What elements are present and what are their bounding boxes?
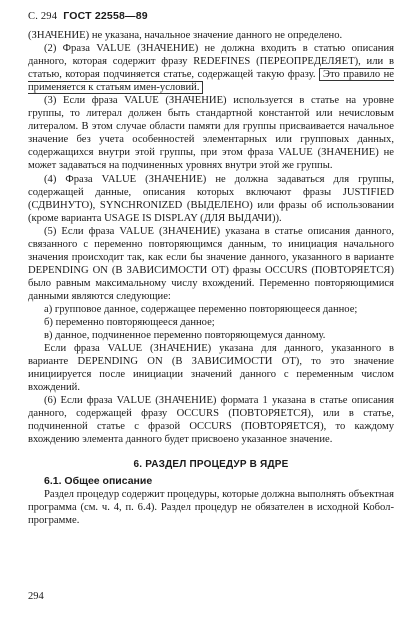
list-item-a: а) групповое данное, содержащее переменно повторяющееся данное; xyxy=(44,303,358,315)
rule-2-text: (2) Фраза VALUE (ЗНАЧЕНИЕ) не должна входить в статью описания данного, которая содержит фразу REDEFINES (ПЕРЕОПРЕДЕЛЯЕТ), или в статью, которая подчиняется статье, содержащей такую фразу. xyxy=(28,43,394,81)
page-header xyxy=(28,10,394,23)
paragraph-continuation: (ЗНАЧЕНИЕ) не указана, начальное значение данного не определено. xyxy=(28,30,343,41)
list-item-c: в) данное, подчиненное переменно повторяющемуся данному. xyxy=(44,330,326,342)
paragraph-rule-6: (6) Если фраза VALUE (ЗНАЧЕНИЕ) формата 1 указана в статье описания данного, содержащей фразу OCCURS (ПОВТОРЯЕТСЯ), или в статье, подчиненной статье с фразой OCCURS (ПОВТОРЯЕТСЯ), то каждому вхождению элемента данного будет присвоено указанное значение. xyxy=(28,395,394,446)
list-item-b: б) переменно повторяющееся данное; xyxy=(44,317,215,329)
standard-id: ГОСТ 22558—89 xyxy=(63,10,148,22)
page-number-prefix: С. 294 xyxy=(28,11,58,22)
body-text xyxy=(28,29,394,527)
paragraph-procedure-division: Раздел процедур содержит процедуры, которые должна выполнять объектная программа (см. ч. 4, п. 6.4). Раздел процедур не обязателен в исходной Кобол-программе. xyxy=(28,488,394,526)
section-title: 6. РАЗДЕЛ ПРОЦЕДУР В ЯДРЕ xyxy=(133,458,289,470)
document-page xyxy=(28,10,394,527)
paragraph-rule-4: (4) Фраза VALUE (ЗНАЧЕНИЕ) не должна задаваться для группы, содержащей данные, описания которых включают фразы JUSTIFIED (СДВИНУТО), SYNCHRONIZED (ВЫДЕЛЕНО) или фразы об использовании (кроме варианта USAGE IS DISPLAY (ДЛЯ ВЫДАЧИ)). xyxy=(28,173,394,224)
paragraph-rule-5: (5) Если фраза VALUE (ЗНАЧЕНИЕ) указана в статье описания данного, связанного с переменно повторяющимся данным, то инициация начального значения происходит так, как если бы значение данного, указанного в варианте DEPENDING ON (В ЗАВИСИМОСТИ ОТ) фразы OCCURS (ПОВТОРЯЕТСЯ) было равным максимальному числу вхождений. Переменно повторяющимися данными являются следующие: xyxy=(28,225,394,302)
page-footer-number: 294 xyxy=(28,591,44,602)
paragraph-depending-on: Если фраза VALUE (ЗНАЧЕНИЕ) указана для данного, указанного в варианте DEPENDING ON (В ЗАВИСИМОСТИ ОТ), то это значение инициируется после инициации значений данного с переменным числом вхождений. xyxy=(28,343,394,394)
paragraph-rule-2 xyxy=(28,42,394,94)
paragraph-rule-3: (3) Если фраза VALUE (ЗНАЧЕНИЕ) используется в статье на уровне группы, то литерал должен быть стандартной константой или нечисловым литералом. В этом случае области памяти для группы присваивается начальное значение без учета особенностей элементарных или групповых данных, содержащихся внутри этой группы, при этом фраза VALUE (ЗНАЧЕНИЕ) не может задаваться на подчиненных уровнях внутри этой же группы. xyxy=(28,95,394,172)
subsection-title: 6.1. Общее описание xyxy=(44,474,153,487)
boxed-note: Это правило не применяется к статьям имен-условий. xyxy=(28,69,394,94)
